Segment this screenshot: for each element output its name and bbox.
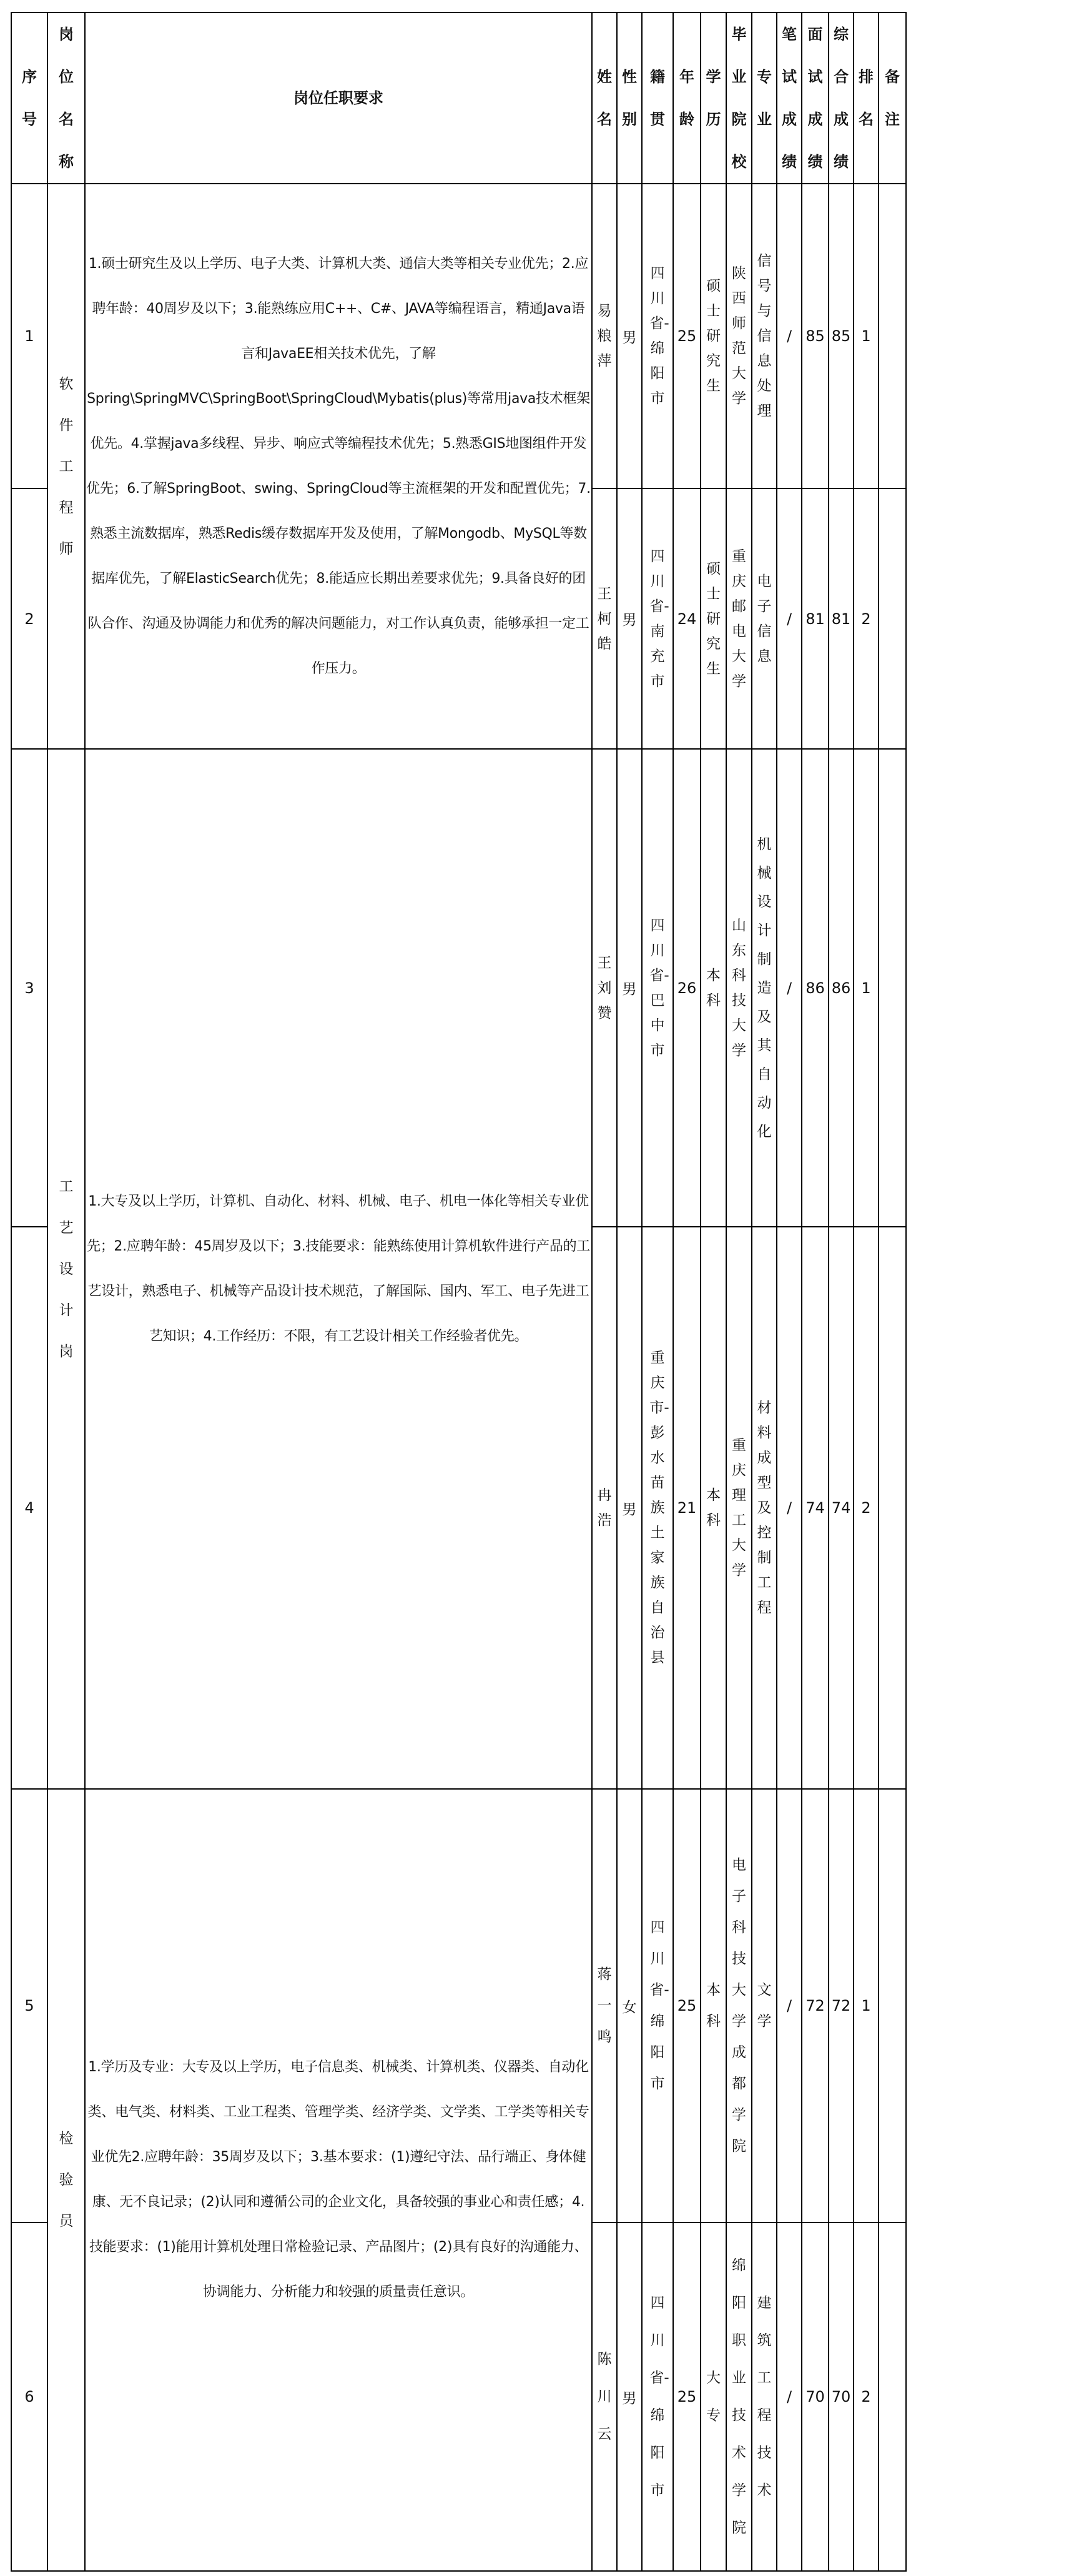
rank: 1 (854, 749, 879, 1227)
total-score: 85 (829, 184, 854, 488)
rank: 1 (854, 184, 879, 488)
interview-score: 70 (802, 2222, 829, 2571)
candidate-name: 王刘赞 (592, 749, 617, 1227)
candidate-age: 25 (673, 1789, 701, 2222)
interview-score: 85 (802, 184, 829, 488)
table-row (11, 1789, 1062, 2222)
candidate-results-table (11, 12, 1063, 2572)
row-index: 1 (11, 184, 47, 488)
interview-score: 72 (802, 1789, 829, 2222)
position-name: 工艺设计岗 (47, 749, 85, 1789)
remarks (879, 1789, 906, 2222)
remarks (879, 1227, 906, 1789)
header-interview-score: 面试成绩 (802, 12, 829, 184)
written-score: / (777, 1789, 802, 2222)
candidate-major: 建筑工程技术 (752, 2222, 777, 2571)
header-written-score: 笔试成绩 (777, 12, 802, 184)
candidate-age: 26 (673, 749, 701, 1227)
spacer (906, 1227, 1062, 1789)
candidate-hometown: 四川省-南充市 (642, 488, 673, 749)
spacer (906, 184, 1062, 488)
header-major: 专业 (752, 12, 777, 184)
total-score: 86 (829, 749, 854, 1227)
table-row (11, 749, 1062, 1227)
candidate-school: 陕西师范大学 (726, 184, 752, 488)
header-index: 序号 (11, 12, 47, 184)
remarks (879, 488, 906, 749)
candidate-age: 25 (673, 2222, 701, 2571)
candidate-education: 大专 (701, 2222, 726, 2571)
rank: 2 (854, 1227, 879, 1789)
rank: 2 (854, 2222, 879, 2571)
row-index: 2 (11, 488, 47, 749)
header-row (11, 12, 1062, 184)
candidate-major: 材料成型及控制工程 (752, 1227, 777, 1789)
header-name: 姓名 (592, 12, 617, 184)
position-requirements: 1.学历及专业：大专及以上学历，电子信息类、机械类、计算机类、仪器类、自动化类、电气类、材料类、工业工程类、管理学类、经济学类、文学类、工学类等相关专业优先2.应聘年龄：35周岁及以下；3.基本要求：(1)遵纪守法、品行端正、身体健康、无不良记录；(2)认同和遵循公司的企业文化，具备较强的事业心和责任感；4.技能要求：(1)能用计算机处理日常检验记录、产品图片；(2)具有良好的沟通能力、协调能力、分析能力和较强的质量责任意识。 (85, 1789, 592, 2571)
candidate-name: 王柯皓 (592, 488, 617, 749)
header-remarks: 备注 (879, 12, 906, 184)
candidate-gender: 男 (617, 749, 642, 1227)
header-rank: 排名 (854, 12, 879, 184)
rank: 2 (854, 488, 879, 749)
total-score: 72 (829, 1789, 854, 2222)
spacer (906, 12, 1062, 184)
candidate-major: 文学 (752, 1789, 777, 2222)
table-row (11, 184, 1062, 488)
total-score: 74 (829, 1227, 854, 1789)
row-index: 4 (11, 1227, 47, 1789)
header-requirements: 岗位任职要求 (85, 12, 592, 184)
candidate-education: 本科 (701, 1227, 726, 1789)
spacer (906, 2222, 1062, 2571)
total-score: 70 (829, 2222, 854, 2571)
header-position: 岗位名称 (47, 12, 85, 184)
candidate-education: 本科 (701, 749, 726, 1227)
candidate-major: 机械设计制造及其自动化 (752, 749, 777, 1227)
candidate-hometown: 四川省-绵阳市 (642, 2222, 673, 2571)
candidate-gender: 男 (617, 2222, 642, 2571)
candidate-school: 重庆理工大学 (726, 1227, 752, 1789)
candidate-school: 绵阳职业技术学院 (726, 2222, 752, 2571)
row-index: 3 (11, 749, 47, 1227)
row-index: 5 (11, 1789, 47, 2222)
candidate-major: 信号与信息处理 (752, 184, 777, 488)
written-score: / (777, 1227, 802, 1789)
spacer (906, 1789, 1062, 2222)
candidate-age: 21 (673, 1227, 701, 1789)
remarks (879, 749, 906, 1227)
header-age: 年龄 (673, 12, 701, 184)
candidate-name: 陈川云 (592, 2222, 617, 2571)
candidate-education: 硕士研究生 (701, 488, 726, 749)
rank: 1 (854, 1789, 879, 2222)
candidate-hometown: 重庆市-彭水苗族土家族自治县 (642, 1227, 673, 1789)
header-school: 毕业院校 (726, 12, 752, 184)
candidate-gender: 女 (617, 1789, 642, 2222)
header-education: 学历 (701, 12, 726, 184)
candidate-education: 硕士研究生 (701, 184, 726, 488)
candidate-school: 重庆邮电大学 (726, 488, 752, 749)
position-name: 软件工程师 (47, 184, 85, 749)
total-score: 81 (829, 488, 854, 749)
candidate-gender: 男 (617, 184, 642, 488)
spacer (906, 488, 1062, 749)
remarks (879, 2222, 906, 2571)
candidate-gender: 男 (617, 488, 642, 749)
candidate-school: 电子科技大学成都学院 (726, 1789, 752, 2222)
candidate-age: 25 (673, 184, 701, 488)
candidate-name: 易粮萍 (592, 184, 617, 488)
interview-score: 81 (802, 488, 829, 749)
written-score: / (777, 749, 802, 1227)
candidate-major: 电子信息 (752, 488, 777, 749)
header-total-score: 综合成绩 (829, 12, 854, 184)
written-score: / (777, 184, 802, 488)
candidate-hometown: 四川省-巴中市 (642, 749, 673, 1227)
position-requirements: 1.硕士研究生及以上学历、电子大类、计算机大类、通信大类等相关专业优先；2.应聘年龄：40周岁及以下；3.能熟练应用C++、C#、JAVA等编程语言，精通Java语言和JavaEE相关技术优先，了解Spring\SpringMVC\SpringBoot\SpringCloud\Mybatis(plus)等常用java技术框架优先。4.掌握java多线程、异步、响应式等编程技术优先；5.熟悉GIS地图组件开发优先；6.了解SpringBoot、swing、SpringCloud等主流框架的开发和配置优先；7.熟悉主流数据库，熟悉Redis缓存数据库开发及使用，了解Mongodb、MySQL等数据库优先，了解ElasticSearch优先；8.能适应长期出差要求优先；9.具备良好的团队合作、沟通及协调能力和优秀的解决问题能力，对工作认真负责，能够承担一定工作压力。 (85, 184, 592, 749)
remarks (879, 184, 906, 488)
written-score: / (777, 2222, 802, 2571)
candidate-age: 24 (673, 488, 701, 749)
candidate-hometown: 四川省-绵阳市 (642, 184, 673, 488)
position-requirements: 1.大专及以上学历，计算机、自动化、材料、机械、电子、机电一体化等相关专业优先；2.应聘年龄：45周岁及以下；3.技能要求：能熟练使用计算机软件进行产品的工艺设计，熟悉电子、机械等产品设计技术规范，了解国际、国内、军工、电子先进工艺知识；4.工作经历：不限，有工艺设计相关工作经验者优先。 (85, 749, 592, 1789)
candidate-name: 蒋一鸣 (592, 1789, 617, 2222)
header-gender: 性别 (617, 12, 642, 184)
written-score: / (777, 488, 802, 749)
row-index: 6 (11, 2222, 47, 2571)
position-name: 检验员 (47, 1789, 85, 2571)
header-hometown: 籍贯 (642, 12, 673, 184)
candidate-school: 山东科技大学 (726, 749, 752, 1227)
spacer (906, 749, 1062, 1227)
interview-score: 74 (802, 1227, 829, 1789)
candidate-hometown: 四川省-绵阳市 (642, 1789, 673, 2222)
candidate-education: 本科 (701, 1789, 726, 2222)
candidate-name: 冉浩 (592, 1227, 617, 1789)
interview-score: 86 (802, 749, 829, 1227)
candidate-gender: 男 (617, 1227, 642, 1789)
